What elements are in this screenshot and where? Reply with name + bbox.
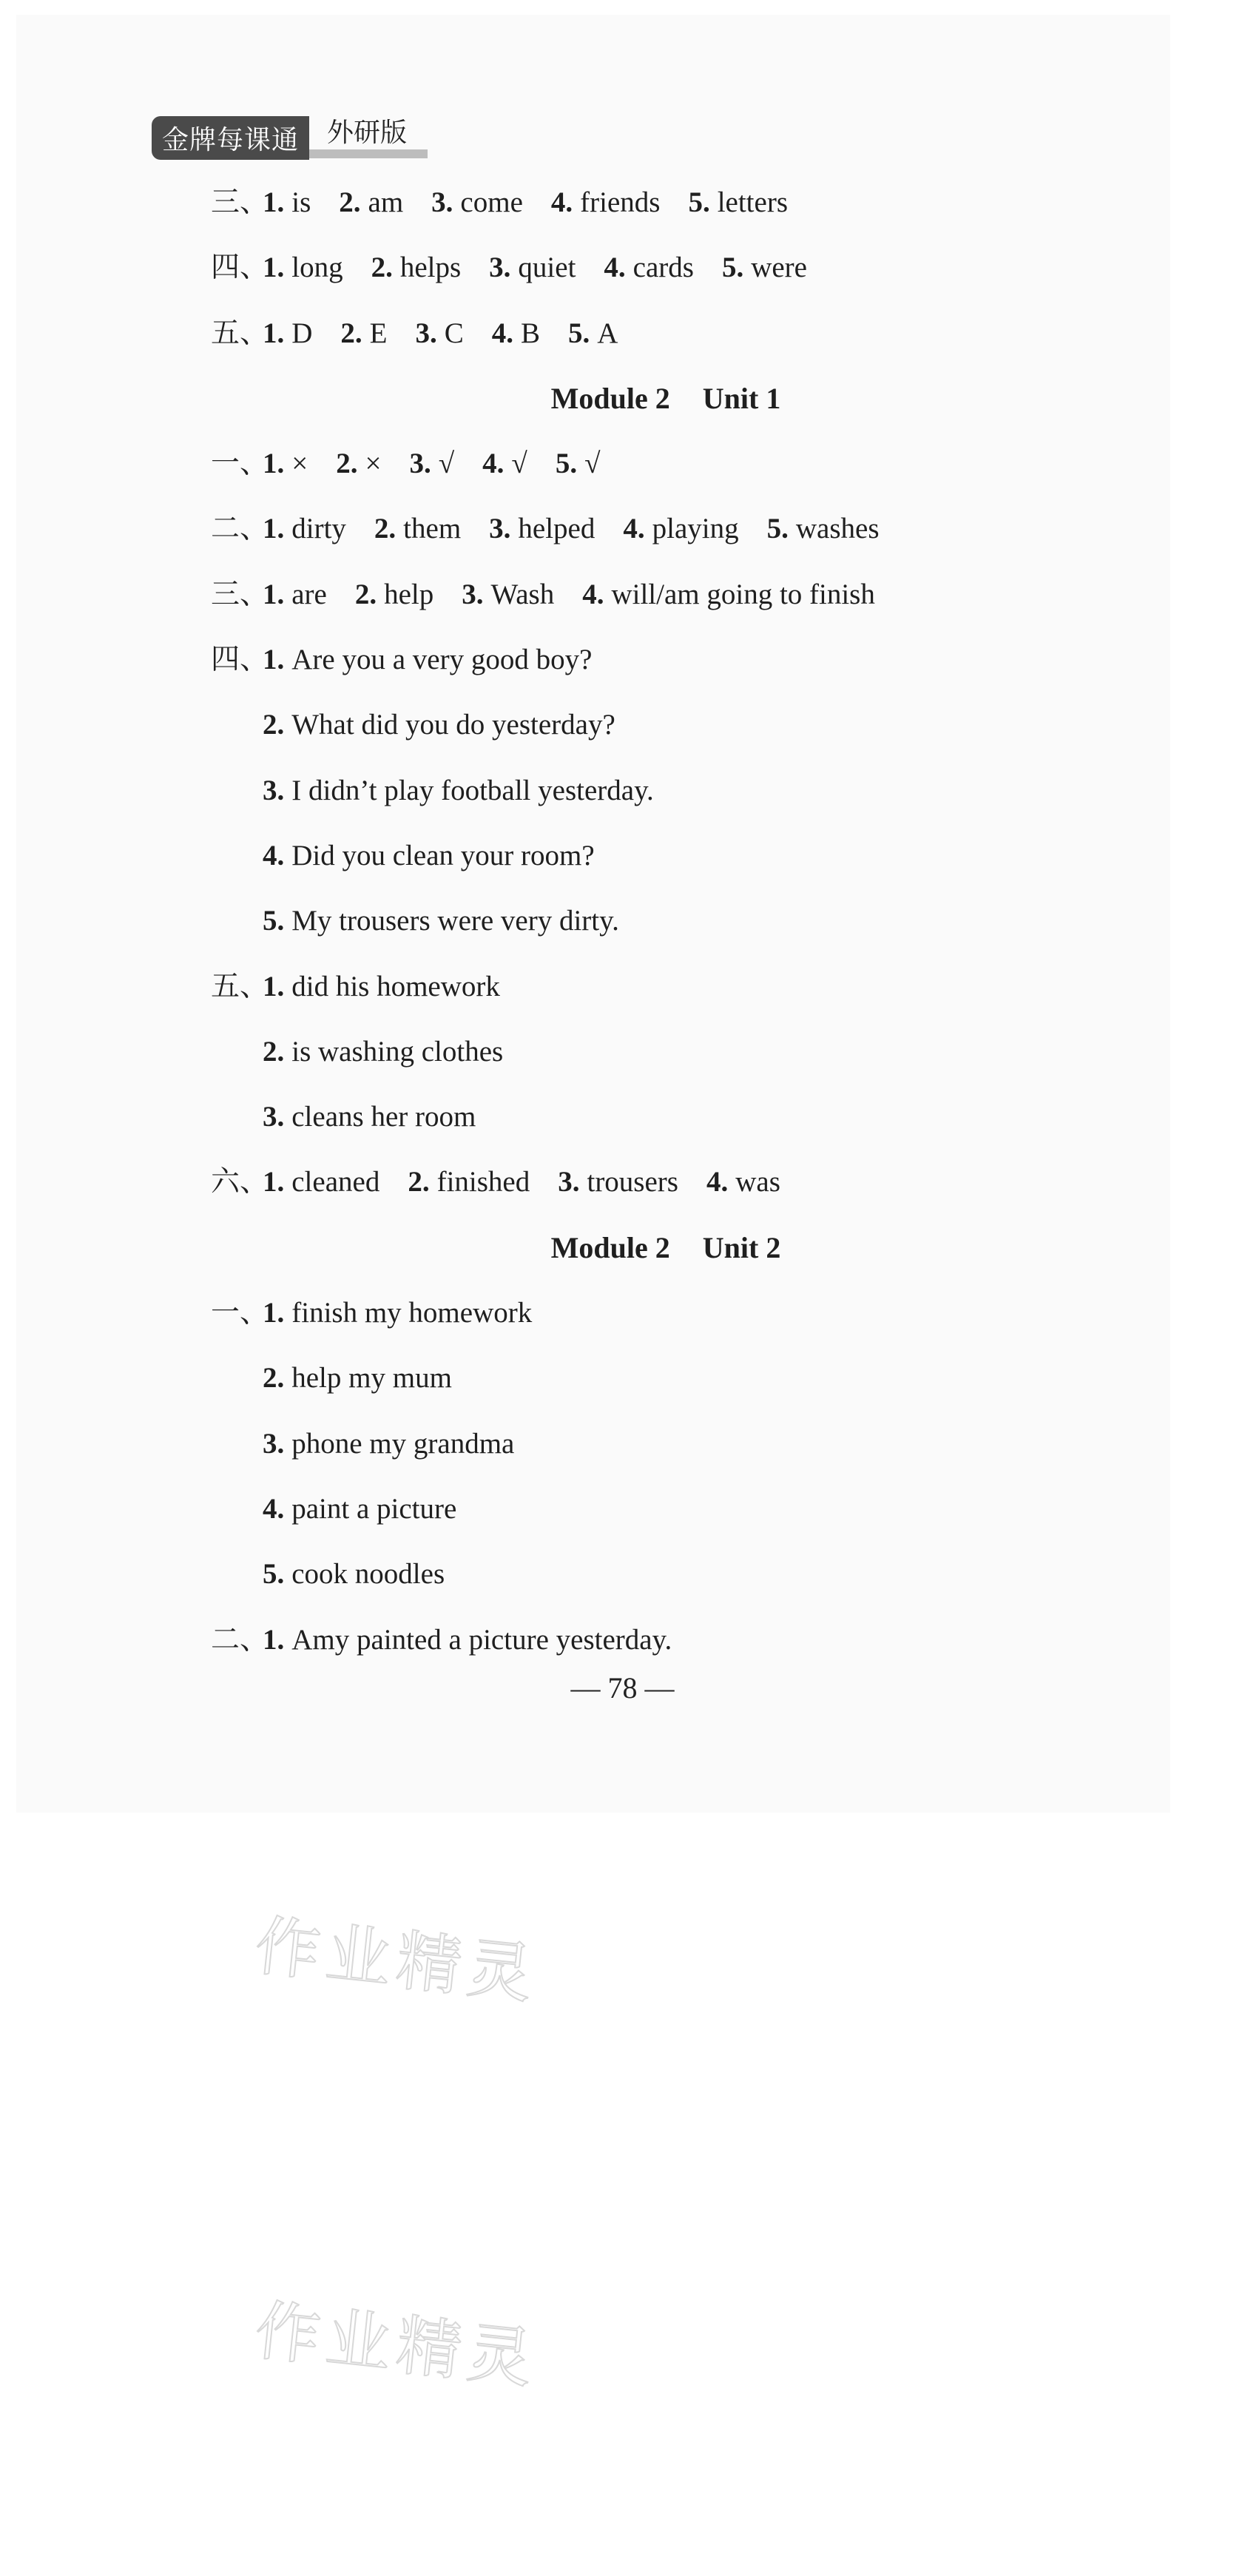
answer-text: √ bbox=[511, 448, 527, 480]
answer-number: 3. bbox=[489, 513, 511, 545]
question-group-label: 三、 bbox=[211, 186, 269, 218]
answer-text: Wash bbox=[490, 578, 555, 610]
answer-item bbox=[374, 513, 461, 544]
answer-item bbox=[263, 905, 619, 937]
answer-item bbox=[482, 448, 527, 479]
answer-row bbox=[211, 1608, 1113, 1673]
answer-number: 1. bbox=[263, 1623, 285, 1656]
answer-row bbox=[211, 1150, 1113, 1215]
answer-number: 1. bbox=[263, 317, 285, 349]
answer-text: did his homework bbox=[291, 970, 500, 1002]
answer-text: letters bbox=[717, 186, 788, 218]
answer-text: friends bbox=[580, 186, 661, 218]
answer-number: 5. bbox=[721, 252, 744, 284]
answer-item bbox=[339, 186, 403, 218]
answer-text: Are you a very good boy? bbox=[291, 644, 593, 676]
answer-item bbox=[722, 252, 807, 283]
answer-item bbox=[408, 1166, 530, 1198]
answer-text: will/am going to finish bbox=[611, 578, 875, 610]
answer-item bbox=[489, 513, 595, 544]
answer-text: are bbox=[291, 578, 327, 610]
answer-number: 2. bbox=[263, 709, 285, 741]
answer-row bbox=[211, 823, 1113, 889]
answer-number: 1. bbox=[263, 186, 285, 218]
answer-number: 5. bbox=[766, 513, 789, 545]
answer-text: is washing clothes bbox=[291, 1035, 504, 1068]
answer-text: D bbox=[291, 317, 313, 349]
answer-number: 2. bbox=[340, 317, 362, 349]
answer-text: is bbox=[291, 186, 311, 218]
answer-text: cleaned bbox=[291, 1166, 380, 1198]
answer-number: 5. bbox=[568, 317, 590, 349]
answer-item bbox=[340, 317, 387, 349]
watermark: 作业精灵 bbox=[251, 2292, 542, 2398]
answer-item bbox=[263, 1297, 532, 1329]
answer-number: 1. bbox=[263, 1297, 285, 1329]
answer-number: 1. bbox=[263, 252, 285, 284]
answer-number: 3. bbox=[462, 578, 484, 610]
question-group-label: 二、 bbox=[211, 1623, 269, 1656]
answer-text: help bbox=[384, 578, 434, 610]
answer-number: 2. bbox=[354, 578, 377, 610]
answer-row bbox=[211, 954, 1113, 1019]
answer-item bbox=[431, 186, 523, 218]
answer-number: 3. bbox=[431, 186, 453, 218]
answer-number: 2. bbox=[339, 186, 361, 218]
answer-item bbox=[263, 317, 312, 349]
question-group-label: 五、 bbox=[211, 970, 269, 1002]
answer-row bbox=[211, 1085, 1113, 1150]
answer-number: 4. bbox=[263, 1492, 285, 1525]
answer-number: 1. bbox=[263, 578, 285, 610]
answer-item bbox=[263, 1101, 476, 1133]
answer-text: finished bbox=[436, 1166, 530, 1198]
answer-item bbox=[462, 579, 554, 610]
answer-number: 3. bbox=[409, 448, 431, 480]
answer-text: was bbox=[735, 1166, 780, 1198]
answer-item bbox=[263, 186, 311, 218]
unit-label: Unit 2 bbox=[702, 1230, 781, 1264]
answer-text: playing bbox=[652, 513, 739, 545]
answer-number: 4. bbox=[706, 1166, 729, 1198]
answer-text: cook noodles bbox=[291, 1558, 445, 1591]
answer-item bbox=[688, 186, 788, 218]
answer-text: A bbox=[597, 317, 618, 349]
answer-item bbox=[558, 1166, 678, 1198]
answer-item bbox=[489, 252, 576, 283]
answer-item bbox=[492, 317, 540, 349]
answer-item bbox=[263, 840, 595, 871]
answer-number: 4. bbox=[263, 839, 285, 871]
answer-row bbox=[211, 1542, 1113, 1607]
watermark: 作业精灵 bbox=[251, 1907, 542, 2013]
answer-number: 3. bbox=[558, 1166, 580, 1198]
edition-label: 外研版 bbox=[309, 117, 428, 158]
answer-number: 1. bbox=[263, 970, 285, 1002]
answer-item bbox=[582, 579, 875, 610]
answer-text: dirty bbox=[291, 513, 346, 545]
answer-item bbox=[263, 1166, 379, 1198]
answer-text: √ bbox=[584, 448, 601, 480]
answer-text: washes bbox=[795, 513, 880, 545]
answer-row bbox=[211, 889, 1113, 954]
answer-number: 3. bbox=[263, 774, 285, 806]
question-group-label: 六、 bbox=[211, 1166, 269, 1198]
answer-item bbox=[263, 1558, 445, 1590]
question-group-label: 五、 bbox=[211, 317, 269, 349]
answer-text: finish my homework bbox=[291, 1297, 533, 1329]
answer-item bbox=[568, 317, 618, 349]
answer-key bbox=[211, 170, 1113, 1673]
answer-number: 3. bbox=[263, 1427, 285, 1460]
question-group-label: 四、 bbox=[211, 252, 269, 284]
answer-number: 3. bbox=[263, 1101, 285, 1133]
answer-row bbox=[211, 758, 1113, 823]
answer-row bbox=[211, 1019, 1113, 1085]
answer-item bbox=[556, 448, 601, 479]
answer-row bbox=[211, 562, 1113, 627]
answer-item bbox=[623, 513, 738, 544]
unit-label: Unit 1 bbox=[702, 381, 781, 415]
answer-item bbox=[706, 1166, 780, 1198]
section-title bbox=[211, 1215, 1113, 1281]
answer-number: 4. bbox=[550, 186, 573, 218]
answer-text: Amy painted a picture yesterday. bbox=[291, 1623, 672, 1656]
answer-number: 5. bbox=[555, 448, 578, 480]
answer-row bbox=[211, 235, 1113, 300]
answer-row bbox=[211, 496, 1113, 562]
answer-item bbox=[263, 971, 500, 1002]
question-group-label: 三、 bbox=[211, 578, 269, 610]
answer-text: cards bbox=[632, 252, 694, 284]
answer-number: 4. bbox=[604, 252, 626, 284]
answer-text: I didn’t play football yesterday. bbox=[291, 774, 654, 806]
answer-item bbox=[410, 448, 455, 479]
answer-row bbox=[211, 1412, 1113, 1477]
answer-number: 2. bbox=[408, 1166, 430, 1198]
answer-row bbox=[211, 1346, 1113, 1411]
answer-item bbox=[263, 1493, 456, 1525]
brand-label: 金牌每课通 bbox=[152, 116, 309, 160]
answer-item bbox=[263, 448, 308, 479]
answer-text: quiet bbox=[518, 252, 576, 284]
page-number: — 78 — bbox=[570, 1671, 675, 1705]
module-label: Module 2 bbox=[550, 1230, 670, 1264]
answer-number: 1. bbox=[263, 1166, 285, 1198]
answer-item bbox=[263, 579, 327, 610]
answer-item bbox=[263, 1624, 672, 1656]
answer-text: helped bbox=[518, 513, 595, 545]
question-group-label: 二、 bbox=[211, 513, 269, 545]
answer-number: 2. bbox=[263, 1035, 285, 1068]
book-header bbox=[152, 117, 428, 158]
answer-item bbox=[263, 644, 592, 675]
answer-row bbox=[211, 1477, 1113, 1542]
answer-item bbox=[767, 513, 880, 544]
answer-number: 5. bbox=[688, 186, 710, 218]
answer-text: What did you do yesterday? bbox=[291, 709, 615, 741]
answer-text: helps bbox=[399, 252, 462, 284]
answer-text: cleans her room bbox=[291, 1101, 476, 1133]
answer-number: 4. bbox=[491, 317, 514, 349]
answer-number: 2. bbox=[336, 448, 358, 480]
answer-item bbox=[604, 252, 694, 283]
answer-text: phone my grandma bbox=[291, 1427, 515, 1460]
answer-text: × bbox=[365, 448, 382, 480]
answer-item bbox=[263, 775, 654, 806]
answer-text: were bbox=[751, 252, 807, 284]
question-group-label: 一、 bbox=[211, 448, 269, 480]
answer-number: 4. bbox=[482, 448, 505, 480]
answer-number: 3. bbox=[489, 252, 511, 284]
answer-item bbox=[371, 252, 462, 283]
answer-number: 5. bbox=[263, 1558, 285, 1591]
answer-row bbox=[211, 170, 1113, 235]
answer-text: × bbox=[291, 448, 308, 480]
answer-item bbox=[263, 1428, 514, 1460]
answer-row bbox=[211, 1281, 1113, 1346]
module-label: Module 2 bbox=[550, 381, 670, 415]
answer-text: E bbox=[369, 317, 388, 349]
answer-text: √ bbox=[438, 448, 455, 480]
answer-text: Did you clean your room? bbox=[291, 839, 595, 871]
answer-number: 2. bbox=[263, 1362, 285, 1395]
answer-number: 3. bbox=[415, 317, 437, 349]
answer-item bbox=[336, 448, 381, 479]
answer-number: 2. bbox=[371, 252, 393, 284]
answer-item bbox=[263, 1036, 503, 1068]
answer-text: help my mum bbox=[291, 1362, 452, 1395]
answer-text: B bbox=[521, 317, 541, 349]
answer-number: 4. bbox=[582, 578, 604, 610]
answer-item bbox=[263, 252, 343, 283]
section-title bbox=[211, 366, 1113, 431]
question-group-label: 一、 bbox=[211, 1297, 269, 1329]
question-group-label: 四、 bbox=[211, 644, 269, 676]
answer-text: C bbox=[444, 317, 464, 349]
answer-number: 1. bbox=[263, 448, 285, 480]
answer-text: paint a picture bbox=[291, 1492, 457, 1525]
answer-number: 4. bbox=[623, 513, 645, 545]
answer-text: trousers bbox=[587, 1166, 678, 1198]
answer-number: 1. bbox=[263, 513, 285, 545]
answer-text: them bbox=[403, 513, 462, 545]
answer-number: 5. bbox=[263, 905, 285, 937]
answer-row bbox=[211, 692, 1113, 758]
answer-item bbox=[551, 186, 661, 218]
answer-item bbox=[263, 1362, 452, 1394]
answer-row bbox=[211, 301, 1113, 366]
answer-item bbox=[263, 709, 615, 741]
answer-row bbox=[211, 627, 1113, 692]
answer-item bbox=[355, 579, 433, 610]
answer-item bbox=[263, 513, 346, 544]
answer-number: 2. bbox=[374, 513, 397, 545]
answer-text: My trousers were very dirty. bbox=[291, 905, 619, 937]
answer-text: come bbox=[460, 186, 523, 218]
answer-number: 1. bbox=[263, 644, 285, 676]
answer-item bbox=[416, 317, 464, 349]
answer-text: am bbox=[368, 186, 404, 218]
answer-row bbox=[211, 431, 1113, 496]
answer-text: long bbox=[291, 252, 343, 284]
